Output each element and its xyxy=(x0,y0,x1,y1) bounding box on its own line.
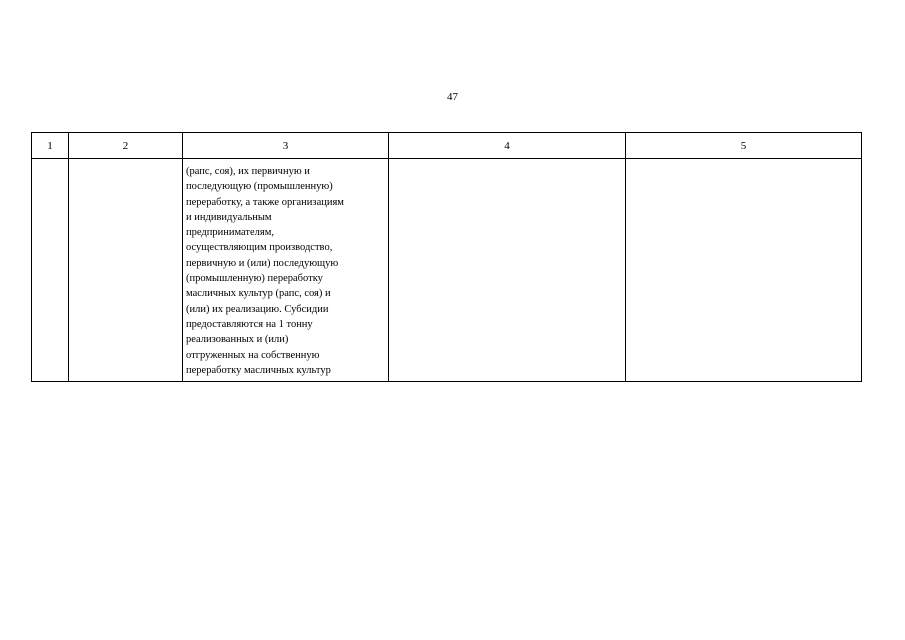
text-line: переработку, а также организациям xyxy=(186,196,344,208)
text-line: (рапс, соя), их первичную и xyxy=(186,166,310,177)
text-line: реализованных и (или) xyxy=(186,334,289,346)
page-number: 47 xyxy=(447,91,458,103)
table-cell-col3 xyxy=(183,159,389,382)
text-line: первичную и (или) последующую xyxy=(186,257,339,269)
table-cell-col2 xyxy=(69,159,183,382)
text-line: предоставляются на 1 тонну xyxy=(186,318,313,330)
column-header-3: 3 xyxy=(183,133,389,159)
column-header-2: 2 xyxy=(69,133,183,159)
text-line: (или) их реализацию. Субсидии xyxy=(186,303,329,315)
text-line: осуществляющим производство, xyxy=(186,242,333,254)
text-line: переработку масличных культур xyxy=(186,364,331,376)
text-line: отгруженных на собственную xyxy=(186,349,320,361)
text-line: и индивидуальным xyxy=(186,211,272,223)
text-line: предпринимателям, xyxy=(186,227,275,239)
column-header-4: 4 xyxy=(389,133,626,159)
column-header-5: 5 xyxy=(626,133,862,159)
table-cell-col5 xyxy=(626,159,862,382)
document-table xyxy=(31,132,862,382)
text-line: масличных культур (рапс, соя) и xyxy=(186,288,331,300)
text-line: последующую (промышленную) xyxy=(186,181,333,193)
column-header-1: 1 xyxy=(32,133,69,159)
table-cell-col1 xyxy=(32,159,69,382)
cell-text-block xyxy=(183,159,388,381)
table-cell-col4 xyxy=(389,159,626,382)
text-line: (промышленную) переработку xyxy=(186,273,323,285)
table-header-row xyxy=(32,133,862,159)
table-row xyxy=(32,159,862,382)
